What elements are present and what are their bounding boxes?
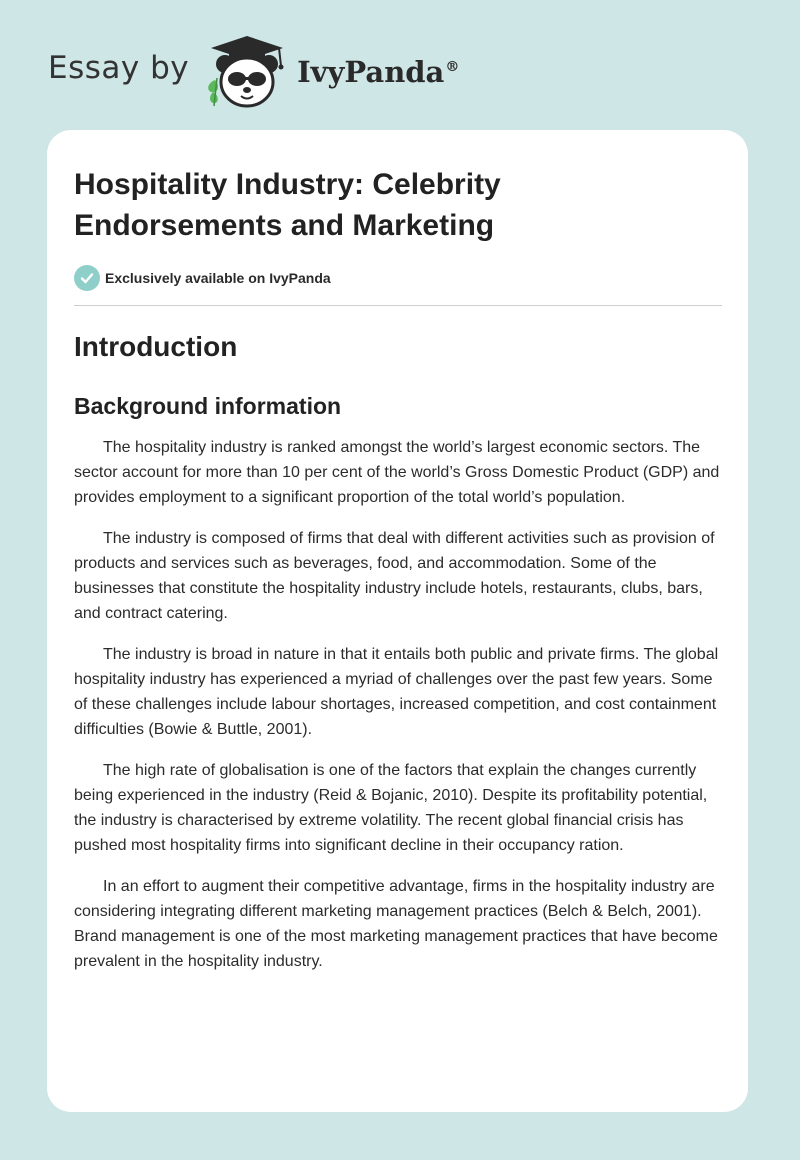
paragraph: In an effort to augment their competitive advantage, firms in the hospitality industry are considering integrating different marketing management practices (Belch & Belch, 2001). Brand management is one of the most marketing management practices that have become prevalent in the hospitality industry.: [74, 878, 718, 970]
site-header: [48, 34, 459, 110]
paragraph: The industry is broad in nature in that it entails both public and private firms. The global hospitality industry has experienced a myriad of challenges over the past few years. Some of these challenges include labour shortages, increased competition, and cost containment difficulties (Bowie & Buttle, 2001).: [74, 646, 719, 738]
essay-card: [47, 130, 748, 1112]
divider: [74, 305, 722, 306]
check-icon: [74, 265, 100, 291]
paragraph: The hospitality industry is ranked amongst the world’s largest economic sectors. The sector account for more than 10 per cent of the world’s Gross Domestic Product (GDP) and provides employment to a significant proportion of the total world’s population.: [74, 439, 720, 506]
exclusive-notice: [74, 264, 722, 292]
exclusive-label: Exclusively available on IvyPanda: [105, 270, 331, 286]
paragraph: The high rate of globalisation is one of the factors that explain the changes currently being experienced in the industry (Reid & Bojanic, 2010). Despite its profitability potential, the industry is characterised by extreme volatility. The recent global financial crisis has pushed most hospitality firms into significant decline in their occupancy ration.: [74, 762, 708, 854]
brand-name-text: IvyPanda: [297, 55, 445, 89]
paragraph: The industry is composed of firms that deal with different activities such as provision of products and services such as beverages, food, and accommodation. Some of the businesses that constitute the hospitality industry include hotels, restaurants, clubs, bars, and contract catering.: [74, 530, 715, 622]
section-heading: Introduction: [74, 331, 238, 362]
subsection-heading: Background information: [74, 393, 342, 419]
essay-content: [74, 164, 722, 974]
page-title: Hospitality Industry: Celebrity Endorsements and Marketing: [74, 168, 501, 242]
panda-graduate-icon[interactable]: [201, 34, 293, 110]
registered-mark: ®: [445, 59, 460, 76]
essay-by-label: Essay by: [48, 50, 190, 86]
brand-name[interactable]: [297, 55, 459, 89]
